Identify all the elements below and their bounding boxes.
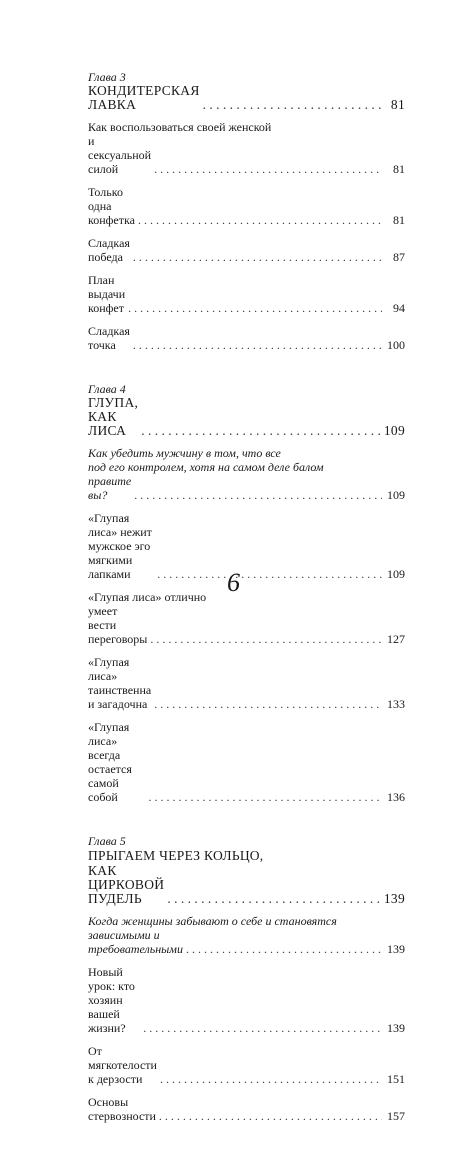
entry-text: План выдачи конфет <box>88 273 126 315</box>
entry-text: «Глупая лиса» таинственна и загадочна <box>88 655 152 711</box>
leader-dots <box>159 1109 382 1123</box>
entry-line: Когда женщины забывают о себе и становятся <box>88 914 337 928</box>
chapter-title: КАК ЦИРКОВОЙ ПУДЕЛЬ <box>88 863 165 906</box>
chapter-label: Глава 5 <box>88 834 126 848</box>
entry-text: От мягкотелости к дерзости <box>88 1044 157 1086</box>
entry-text: «Глупая лиса» всегда остается самой собой <box>88 720 132 804</box>
toc-entry[interactable] <box>88 590 405 646</box>
leader-dots <box>143 1021 382 1035</box>
entry-text: Основы стервозности <box>88 1095 156 1123</box>
page-number: 100 <box>387 338 405 352</box>
toc-entry[interactable] <box>88 120 405 176</box>
toc-entry[interactable] <box>88 324 405 352</box>
leader-dots <box>150 632 382 646</box>
toc-entry[interactable] <box>88 446 405 502</box>
toc-entry[interactable] <box>88 655 405 711</box>
entry-text: Только одна конфетка <box>88 185 135 227</box>
page-number: 81 <box>390 97 405 112</box>
entry-line: Как воспользоваться своей женской <box>88 120 272 134</box>
page-number: 151 <box>387 1072 405 1086</box>
chapter-label: Глава 3 <box>88 70 126 84</box>
chapter-3 <box>88 70 405 352</box>
page-number: 136 <box>387 790 405 804</box>
leader-dots <box>133 338 382 352</box>
entry-line: Как убедить мужчину в том, что все <box>88 446 281 460</box>
chapter-5 <box>88 834 405 1123</box>
entry-text: Новый урок: кто хозяин вашей жизни? <box>88 965 135 1035</box>
toc-entry[interactable] <box>88 965 405 1035</box>
entry-text: Сладкая точка <box>88 324 130 352</box>
entry-text: умеет вести переговоры <box>88 604 148 646</box>
leader-dots <box>148 790 382 804</box>
page-number: 87 <box>393 250 405 264</box>
leader-dots <box>160 1072 382 1086</box>
entry-text: правите вы? <box>88 474 132 502</box>
page-folio: 6 <box>227 568 240 597</box>
leader-dots <box>128 301 382 315</box>
leader-dots <box>134 488 382 502</box>
chapter-label: Глава 4 <box>88 382 126 396</box>
leader-dots <box>154 162 382 176</box>
page-number: 133 <box>387 697 405 711</box>
leader-dots <box>138 213 382 227</box>
leader-dots <box>186 942 382 956</box>
chapter-title-line1: ПРЫГАЕМ ЧЕРЕЗ КОЛЬЦО, <box>88 848 264 863</box>
page-number: 109 <box>387 488 405 502</box>
chapter-title: КОНДИТЕРСКАЯ ЛАВКА <box>88 83 200 112</box>
table-of-contents <box>88 70 405 1153</box>
leader-dots <box>167 892 381 906</box>
chapter-title-row[interactable] <box>88 864 405 906</box>
toc-entry[interactable] <box>88 1095 405 1123</box>
page-number: 109 <box>387 567 405 581</box>
page-number: 127 <box>387 632 405 646</box>
toc-entry[interactable] <box>88 720 405 804</box>
toc-entry[interactable] <box>88 185 405 227</box>
page-number: 109 <box>383 423 405 438</box>
entry-line: «Глупая лиса» отлично <box>88 590 207 604</box>
page-number: 139 <box>387 1021 405 1035</box>
entry-text: «Глупая лиса» нежит мужское эго мягкими лапками <box>88 511 152 581</box>
toc-entry[interactable] <box>88 1044 405 1086</box>
chapter-title-line <box>88 848 405 864</box>
leader-dots <box>203 98 382 112</box>
page-number: 139 <box>383 891 405 906</box>
page-number: 81 <box>393 162 405 176</box>
page-number: 94 <box>393 301 405 315</box>
toc-entry[interactable] <box>88 273 405 315</box>
leader-dots <box>133 250 382 264</box>
chapter-title: ГЛУПА, КАК ЛИСА <box>88 395 139 438</box>
entry-text: Сладкая победа <box>88 236 130 264</box>
toc-entry[interactable] <box>88 236 405 264</box>
entry-text: зависимыми и требовательными <box>88 928 183 956</box>
toc-entry[interactable] <box>88 914 405 956</box>
entry-line: под его контролем, хотя на самом деле балом <box>88 460 324 474</box>
chapter-title-row[interactable] <box>88 84 405 112</box>
leader-dots <box>154 697 382 711</box>
page-number: 81 <box>393 213 405 227</box>
page-number: 139 <box>387 942 405 956</box>
chapter-title-row[interactable] <box>88 396 405 438</box>
entry-text: и сексуальной силой <box>88 134 152 176</box>
page-number: 157 <box>387 1109 405 1123</box>
leader-dots <box>141 424 381 438</box>
